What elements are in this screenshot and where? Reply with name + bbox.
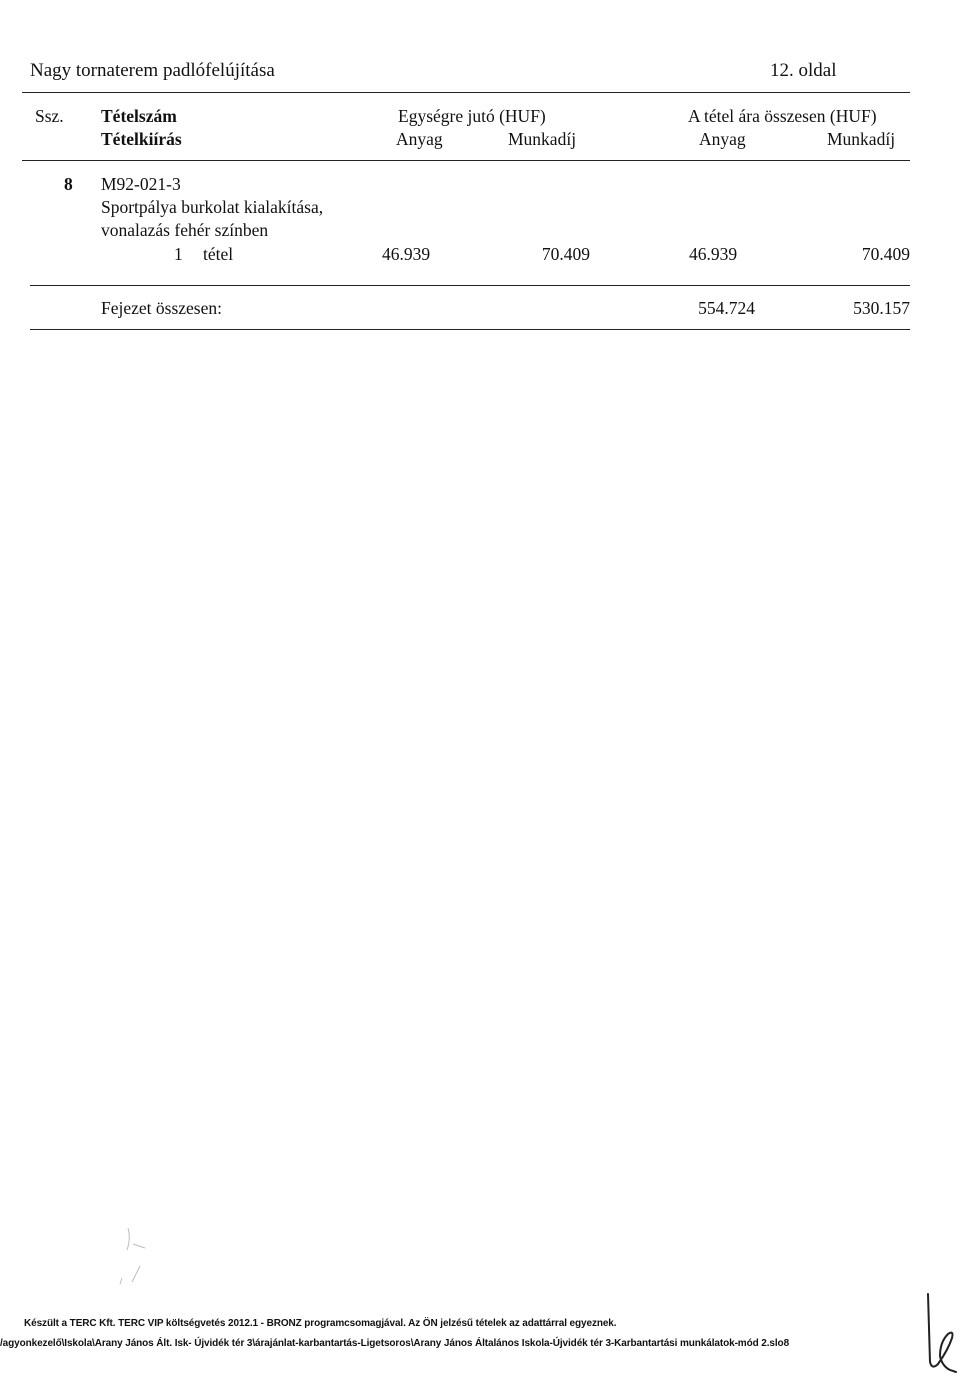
item-total-labor: 70.409	[861, 244, 910, 264]
total-top-rule	[30, 285, 910, 286]
document-title: Nagy tornaterem padlófelújítása	[30, 60, 275, 81]
header-item-desc: Tételkiírás	[101, 129, 182, 149]
item-unit-labor: 70.409	[541, 244, 590, 264]
item-no: 8	[64, 174, 73, 194]
item-code: M92-021-3	[101, 174, 181, 194]
chapter-total-label: Fejezet összesen:	[101, 298, 222, 318]
item-unit: tétel	[203, 244, 234, 264]
signature-mark	[918, 1290, 958, 1374]
item-desc-line2: vonalazás fehér színben	[101, 220, 269, 240]
footer-software-note: Készült a TERC Kft. TERC VIP költségvetés 2012.1 - BRONZ programcsomagjával. Az ÖN jelzésű tételek az adattárral egyeznek.	[24, 1318, 617, 1329]
header-unit-labor: Munkadíj	[508, 129, 577, 149]
header-total-material: Anyag	[699, 129, 746, 149]
header-rule	[22, 160, 910, 161]
header-unit-material: Anyag	[396, 129, 443, 149]
header-item-code: Tételszám	[101, 106, 177, 126]
header-unit-price: Egységre jutó (HUF)	[398, 106, 546, 126]
header-total-labor: Munkadíj	[827, 129, 896, 149]
chapter-total-material: 554.724	[698, 298, 755, 318]
title-rule	[22, 92, 910, 93]
page-number: 12. oldal	[770, 60, 837, 81]
total-bottom-rule	[30, 329, 910, 330]
footer-file-path: /agyonkezelő\Iskola\Arany János Ált. Isk- Újvidék tér 3\árajánlat-karbantartás-Ligetsoros\Arany János Általános Iskola-Újvidék tér 3-Karbantartási munkálatok-mód 2.slo8	[0, 1338, 790, 1349]
item-desc-line1: Sportpálya burkolat kialakítása,	[101, 197, 324, 217]
item-total-material: 46.939	[689, 244, 738, 264]
chapter-total-labor: 530.157	[853, 298, 910, 318]
item-unit-material: 46.939	[382, 244, 431, 264]
scan-mark	[100, 1220, 180, 1290]
header-no: Ssz.	[35, 106, 64, 126]
item-quantity: 1	[174, 244, 183, 264]
header-total-price: A tétel ára összesen (HUF)	[688, 106, 877, 126]
